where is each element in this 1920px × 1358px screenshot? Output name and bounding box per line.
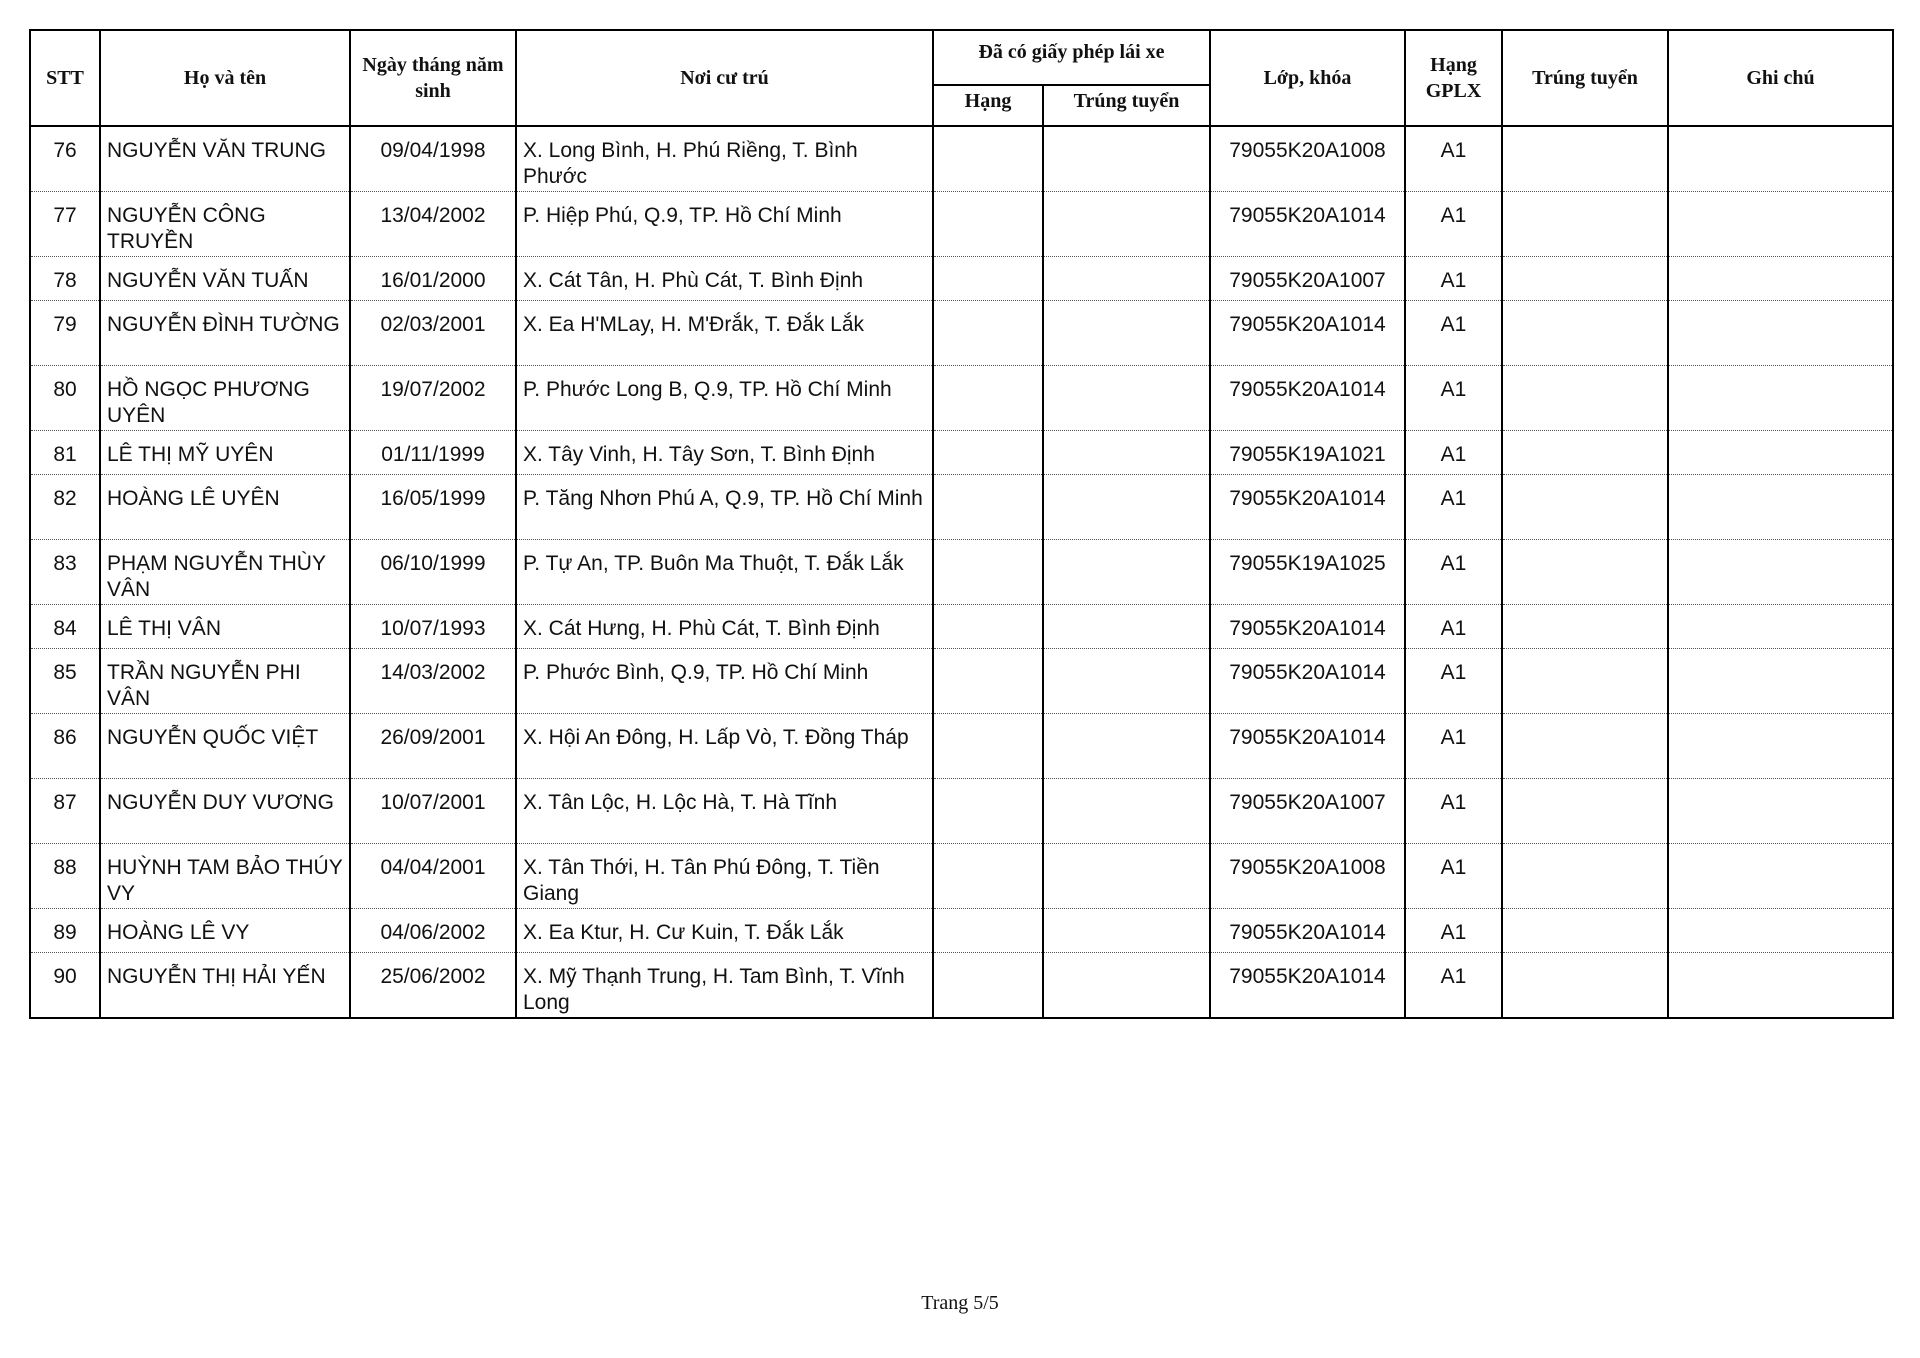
cell-stt: 79 — [30, 301, 100, 366]
cell-license-class — [933, 431, 1043, 475]
cell-note — [1668, 475, 1893, 540]
table-row — [30, 540, 1893, 605]
cell-passed — [1502, 953, 1668, 1019]
table-row — [30, 475, 1893, 540]
table-header — [30, 30, 1893, 126]
cell-name: NGUYỄN VĂN TUẤN — [100, 257, 350, 301]
cell-stt: 76 — [30, 126, 100, 192]
table-row — [30, 779, 1893, 844]
cell-license-passed — [1043, 649, 1210, 714]
cell-gplx-class: A1 — [1405, 779, 1502, 844]
cell-passed — [1502, 909, 1668, 953]
header-passed: Trúng tuyển — [1502, 30, 1668, 126]
cell-residence: X. Cát Tân, H. Phù Cát, T. Bình Định — [516, 257, 933, 301]
cell-license-class — [933, 366, 1043, 431]
cell-gplx-class: A1 — [1405, 475, 1502, 540]
cell-gplx-class: A1 — [1405, 844, 1502, 909]
cell-passed — [1502, 431, 1668, 475]
cell-class-course: 79055K20A1014 — [1210, 301, 1405, 366]
cell-license-class — [933, 714, 1043, 779]
cell-stt: 90 — [30, 953, 100, 1019]
cell-residence: X. Tân Thới, H. Tân Phú Đông, T. Tiền Giang — [516, 844, 933, 909]
cell-residence: X. Ea H'MLay, H. M'Đrắk, T. Đắk Lắk — [516, 301, 933, 366]
cell-dob: 04/04/2001 — [350, 844, 516, 909]
cell-note — [1668, 366, 1893, 431]
cell-note — [1668, 126, 1893, 192]
cell-dob: 13/04/2002 — [350, 192, 516, 257]
cell-passed — [1502, 779, 1668, 844]
cell-name: NGUYỄN CÔNG TRUYỀN — [100, 192, 350, 257]
table-row — [30, 605, 1893, 649]
cell-name: HUỲNH TAM BẢO THÚY VY — [100, 844, 350, 909]
cell-gplx-class: A1 — [1405, 953, 1502, 1019]
cell-license-passed — [1043, 779, 1210, 844]
cell-license-passed — [1043, 605, 1210, 649]
table-body — [30, 126, 1893, 1018]
cell-dob: 16/05/1999 — [350, 475, 516, 540]
cell-stt: 78 — [30, 257, 100, 301]
cell-license-passed — [1043, 714, 1210, 779]
cell-class-course: 79055K20A1014 — [1210, 475, 1405, 540]
header-gplx-class: Hạng GPLX — [1405, 30, 1502, 126]
cell-residence: P. Tự An, TP. Buôn Ma Thuột, T. Đắk Lắk — [516, 540, 933, 605]
cell-dob: 19/07/2002 — [350, 366, 516, 431]
table-row — [30, 714, 1893, 779]
cell-class-course: 79055K20A1014 — [1210, 953, 1405, 1019]
cell-license-class — [933, 909, 1043, 953]
cell-license-class — [933, 779, 1043, 844]
header-dob: Ngày tháng năm sinh — [350, 30, 516, 126]
header-license-passed: Trúng tuyển — [1043, 85, 1210, 126]
cell-residence: X. Tân Lộc, H. Lộc Hà, T. Hà Tĩnh — [516, 779, 933, 844]
cell-class-course: 79055K20A1007 — [1210, 779, 1405, 844]
cell-gplx-class: A1 — [1405, 605, 1502, 649]
cell-dob: 14/03/2002 — [350, 649, 516, 714]
cell-license-passed — [1043, 953, 1210, 1019]
cell-note — [1668, 779, 1893, 844]
cell-license-class — [933, 540, 1043, 605]
cell-license-passed — [1043, 431, 1210, 475]
page-number: Trang 5/5 — [921, 1292, 999, 1314]
cell-passed — [1502, 475, 1668, 540]
cell-stt: 77 — [30, 192, 100, 257]
cell-note — [1668, 605, 1893, 649]
cell-dob: 10/07/2001 — [350, 779, 516, 844]
cell-passed — [1502, 649, 1668, 714]
cell-class-course: 79055K20A1007 — [1210, 257, 1405, 301]
cell-stt: 87 — [30, 779, 100, 844]
table-row — [30, 126, 1893, 192]
cell-residence: X. Tây Vinh, H. Tây Sơn, T. Bình Định — [516, 431, 933, 475]
table-row — [30, 301, 1893, 366]
table-row — [30, 909, 1893, 953]
cell-class-course: 79055K20A1014 — [1210, 192, 1405, 257]
cell-stt: 88 — [30, 844, 100, 909]
cell-license-class — [933, 126, 1043, 192]
cell-note — [1668, 257, 1893, 301]
cell-class-course: 79055K20A1008 — [1210, 844, 1405, 909]
cell-note — [1668, 714, 1893, 779]
cell-class-course: 79055K19A1021 — [1210, 431, 1405, 475]
header-note: Ghi chú — [1668, 30, 1893, 126]
cell-name: NGUYỄN ĐÌNH TƯỜNG — [100, 301, 350, 366]
cell-dob: 04/06/2002 — [350, 909, 516, 953]
cell-dob: 25/06/2002 — [350, 953, 516, 1019]
cell-note — [1668, 844, 1893, 909]
cell-residence: X. Hội An Đông, H. Lấp Vò, T. Đồng Tháp — [516, 714, 933, 779]
cell-gplx-class: A1 — [1405, 431, 1502, 475]
cell-gplx-class: A1 — [1405, 257, 1502, 301]
cell-class-course: 79055K20A1014 — [1210, 366, 1405, 431]
header-name: Họ và tên — [100, 30, 350, 126]
cell-license-class — [933, 192, 1043, 257]
cell-name: HOÀNG LÊ UYÊN — [100, 475, 350, 540]
header-stt: STT — [30, 30, 100, 126]
candidate-table — [29, 29, 1894, 1019]
cell-name: HOÀNG LÊ VY — [100, 909, 350, 953]
cell-license-class — [933, 953, 1043, 1019]
cell-residence: X. Mỹ Thạnh Trung, H. Tam Bình, T. Vĩnh Long — [516, 953, 933, 1019]
cell-residence: X. Long Bình, H. Phú Riềng, T. Bình Phước — [516, 126, 933, 192]
cell-stt: 83 — [30, 540, 100, 605]
cell-residence: P. Hiệp Phú, Q.9, TP. Hồ Chí Minh — [516, 192, 933, 257]
cell-residence: X. Ea Ktur, H. Cư Kuin, T. Đắk Lắk — [516, 909, 933, 953]
cell-name: NGUYỄN DUY VƯƠNG — [100, 779, 350, 844]
cell-license-class — [933, 301, 1043, 366]
cell-class-course: 79055K20A1014 — [1210, 714, 1405, 779]
cell-class-course: 79055K19A1025 — [1210, 540, 1405, 605]
cell-license-passed — [1043, 366, 1210, 431]
cell-dob: 26/09/2001 — [350, 714, 516, 779]
cell-note — [1668, 431, 1893, 475]
cell-class-course: 79055K20A1014 — [1210, 605, 1405, 649]
cell-name: LÊ THỊ MỸ UYÊN — [100, 431, 350, 475]
cell-name: TRẦN NGUYỄN PHI VÂN — [100, 649, 350, 714]
cell-license-passed — [1043, 126, 1210, 192]
cell-stt: 84 — [30, 605, 100, 649]
table-row — [30, 192, 1893, 257]
cell-passed — [1502, 257, 1668, 301]
cell-name: LÊ THỊ VÂN — [100, 605, 350, 649]
cell-class-course: 79055K20A1008 — [1210, 126, 1405, 192]
cell-passed — [1502, 126, 1668, 192]
cell-gplx-class: A1 — [1405, 540, 1502, 605]
cell-residence: P. Phước Bình, Q.9, TP. Hồ Chí Minh — [516, 649, 933, 714]
cell-passed — [1502, 605, 1668, 649]
cell-name: NGUYỄN QUỐC VIỆT — [100, 714, 350, 779]
cell-passed — [1502, 844, 1668, 909]
cell-license-class — [933, 649, 1043, 714]
cell-name: NGUYỄN VĂN TRUNG — [100, 126, 350, 192]
cell-name: PHẠM NGUYỄN THÙY VÂN — [100, 540, 350, 605]
cell-license-passed — [1043, 844, 1210, 909]
cell-dob: 01/11/1999 — [350, 431, 516, 475]
cell-license-passed — [1043, 475, 1210, 540]
table-row — [30, 844, 1893, 909]
table-row — [30, 257, 1893, 301]
cell-stt: 82 — [30, 475, 100, 540]
cell-license-passed — [1043, 192, 1210, 257]
cell-gplx-class: A1 — [1405, 714, 1502, 779]
cell-class-course: 79055K20A1014 — [1210, 909, 1405, 953]
cell-license-passed — [1043, 909, 1210, 953]
cell-dob: 02/03/2001 — [350, 301, 516, 366]
cell-note — [1668, 953, 1893, 1019]
table-row — [30, 649, 1893, 714]
header-class-course: Lớp, khóa — [1210, 30, 1405, 126]
cell-stt: 80 — [30, 366, 100, 431]
cell-gplx-class: A1 — [1405, 909, 1502, 953]
cell-passed — [1502, 714, 1668, 779]
cell-stt: 89 — [30, 909, 100, 953]
cell-gplx-class: A1 — [1405, 192, 1502, 257]
cell-passed — [1502, 366, 1668, 431]
cell-license-passed — [1043, 540, 1210, 605]
cell-name: HỒ NGỌC PHƯƠNG UYÊN — [100, 366, 350, 431]
cell-dob: 06/10/1999 — [350, 540, 516, 605]
header-license-class: Hạng — [933, 85, 1043, 126]
header-license-group: Đã có giấy phép lái xe — [933, 30, 1210, 85]
cell-dob: 16/01/2000 — [350, 257, 516, 301]
cell-passed — [1502, 192, 1668, 257]
cell-stt: 86 — [30, 714, 100, 779]
cell-name: NGUYỄN THỊ HẢI YẾN — [100, 953, 350, 1019]
table-row — [30, 953, 1893, 1019]
cell-note — [1668, 192, 1893, 257]
table-row — [30, 431, 1893, 475]
cell-class-course: 79055K20A1014 — [1210, 649, 1405, 714]
cell-license-class — [933, 475, 1043, 540]
cell-note — [1668, 649, 1893, 714]
cell-passed — [1502, 301, 1668, 366]
cell-gplx-class: A1 — [1405, 126, 1502, 192]
cell-note — [1668, 540, 1893, 605]
table-row — [30, 366, 1893, 431]
cell-stt: 81 — [30, 431, 100, 475]
cell-license-passed — [1043, 301, 1210, 366]
cell-residence: X. Cát Hưng, H. Phù Cát, T. Bình Định — [516, 605, 933, 649]
cell-gplx-class: A1 — [1405, 366, 1502, 431]
cell-residence: P. Phước Long B, Q.9, TP. Hồ Chí Minh — [516, 366, 933, 431]
cell-license-class — [933, 257, 1043, 301]
cell-stt: 85 — [30, 649, 100, 714]
cell-note — [1668, 301, 1893, 366]
cell-license-class — [933, 605, 1043, 649]
cell-license-passed — [1043, 257, 1210, 301]
cell-residence: P. Tăng Nhơn Phú A, Q.9, TP. Hồ Chí Minh — [516, 475, 933, 540]
cell-dob: 10/07/1993 — [350, 605, 516, 649]
cell-passed — [1502, 540, 1668, 605]
cell-dob: 09/04/1998 — [350, 126, 516, 192]
cell-note — [1668, 909, 1893, 953]
header-residence: Nơi cư trú — [516, 30, 933, 126]
cell-gplx-class: A1 — [1405, 649, 1502, 714]
cell-license-class — [933, 844, 1043, 909]
cell-gplx-class: A1 — [1405, 301, 1502, 366]
